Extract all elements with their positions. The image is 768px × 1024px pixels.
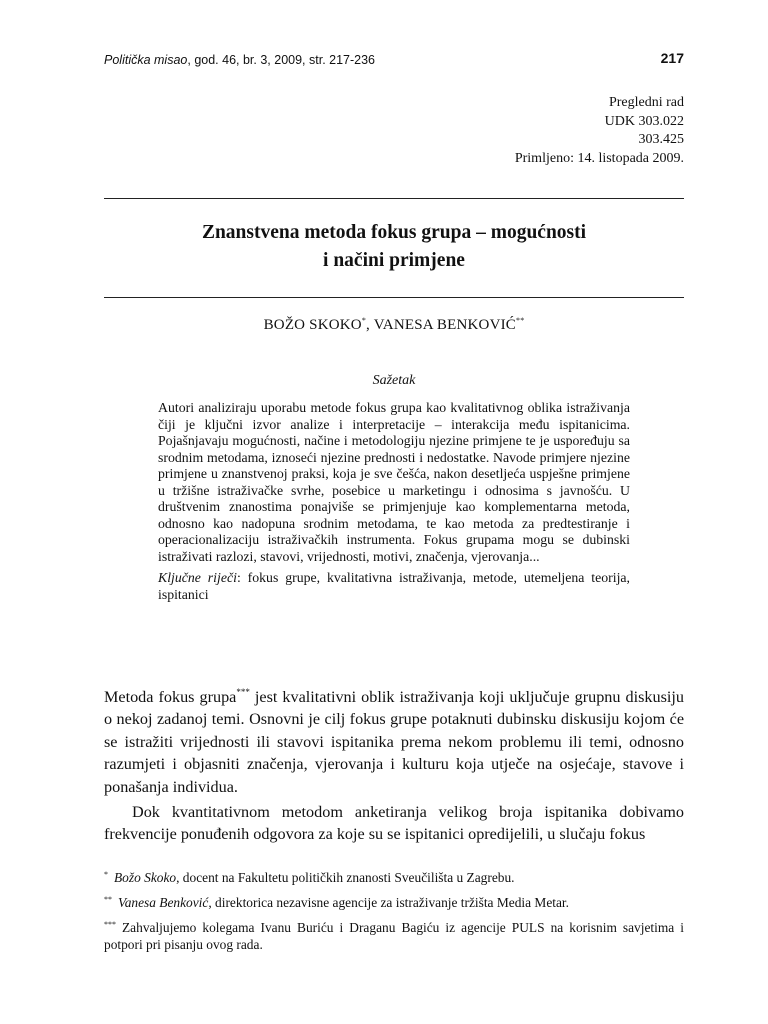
body-text-span: jest kvalitativni oblik istraživanja koji uključuje grupnu diskusiju o nekoj zadanoj temi. Osnovni je cilj fokus grupe potaknuti dubinsku diskusiju kojom će se istražiti vrijednosti ili stavovi ispitanika prema nekom problemu ili temi, odnosno razumjeti i objasniti značenja, vjerovanja i kulturu koja utječe na osjećaje, stavove i ponašanja individua. — [104, 688, 684, 796]
footnote-name: Božo Skoko — [114, 870, 177, 885]
title-rule-top — [104, 198, 684, 199]
footnote-text: Zahvaljujemo kolegama Ivanu Buriću i Draganu Bagiću iz agencije PULS na korisnim savjetima i potpori pri pisanju ovog rada. — [104, 920, 684, 952]
author-list — [104, 316, 684, 334]
abstract — [158, 400, 630, 603]
author-name: BOŽO SKOKO — [263, 317, 362, 333]
footnote-mark: ** — [104, 895, 112, 904]
footnote-text: , direktorica nezavisne agencije za istraživanje tržišta Media Metar. — [208, 895, 569, 910]
udk-code-1: UDK 303.022 — [604, 113, 684, 129]
udk-code-2: 303.425 — [638, 132, 684, 147]
keywords-label: Ključne riječi — [158, 570, 237, 585]
body-paragraph — [104, 681, 684, 798]
title-rule-bottom — [104, 297, 684, 298]
title-line-2: i načini primjene — [323, 250, 465, 271]
footnote — [104, 916, 684, 953]
body-paragraph: Dok kvantitativnom metodom anketiranja velikog broja ispitanika dobivamo frekvencije ponuđenih odgovora za koje su se ispitanici opredijelili, u slučaju fokus — [104, 803, 684, 844]
footnote-text: , docent na Fakultetu političkih znanosti Sveučilišta u Zagrebu. — [176, 870, 515, 885]
keywords — [158, 570, 630, 603]
author-separator: , — [366, 317, 374, 333]
journal-details: , god. 46, br. 3, 2009, str. 217-236 — [187, 53, 376, 67]
footnote-ref: *** — [236, 687, 250, 697]
footnotes — [104, 866, 684, 958]
body-text-span: Metoda fokus grupa — [104, 688, 237, 706]
author-footnote-mark: * — [361, 316, 367, 325]
author-name: VANESA BENKOVIĆ — [373, 317, 517, 333]
title-line-1: Znanstvena metoda fokus grupa – mogućnosti — [201, 222, 587, 243]
abstract-heading: Sažetak — [372, 373, 416, 388]
article-meta — [515, 94, 684, 168]
article-type: Pregledni rad — [608, 95, 684, 110]
running-head — [104, 53, 684, 67]
footnote — [104, 866, 684, 886]
abstract-text: Autori analiziraju uporabu metode fokus grupa kao kvalitativnog oblika istraživanja čiji je ključni izvor analize i interpretacije – interakcija među ispitanicima. Pojašnjavaju mogućnosti, načine i metodologiju njezine primjene te je uspoređuju sa srodnim metodama, iznoseći njezine prednosti i nedostatke. Navode primjere njezine primjene u znanstvenoj praksi, koja je sve češća, nakon desetljeća uspješne primjene u tržišne istraživačke svrhe, posebice u marketingu i odnosima s javnošću. U društvenim znanostima ponajviše se primjenjuje kao komplementarna metoda, odnosno kao nadopuna srodnim metodama, te kao metoda za predtestiranje i operacionalizaciju istraživačkih instrumenta. Fokus grupama mogu se dubinski istraživati razlozi, stavovi, vrijednosti, motivi, značenja, vjerovanja... — [158, 400, 630, 564]
body-text — [104, 681, 684, 846]
footnote-name: Vanesa Benković — [118, 895, 209, 910]
author-footnote-mark: ** — [516, 316, 525, 325]
footnote — [104, 891, 684, 911]
page-number: 217 — [660, 50, 684, 66]
footnote-mark: *** — [104, 920, 116, 929]
keywords-text: : fokus grupe, kvalitativna istraživanja, metode, utemeljena teorija, ispitanici — [158, 570, 630, 602]
journal-name: Politička misao — [104, 53, 188, 67]
footnote-mark: * — [104, 870, 108, 879]
received-date: Primljeno: 14. listopada 2009. — [514, 150, 684, 166]
article-title — [104, 219, 684, 275]
